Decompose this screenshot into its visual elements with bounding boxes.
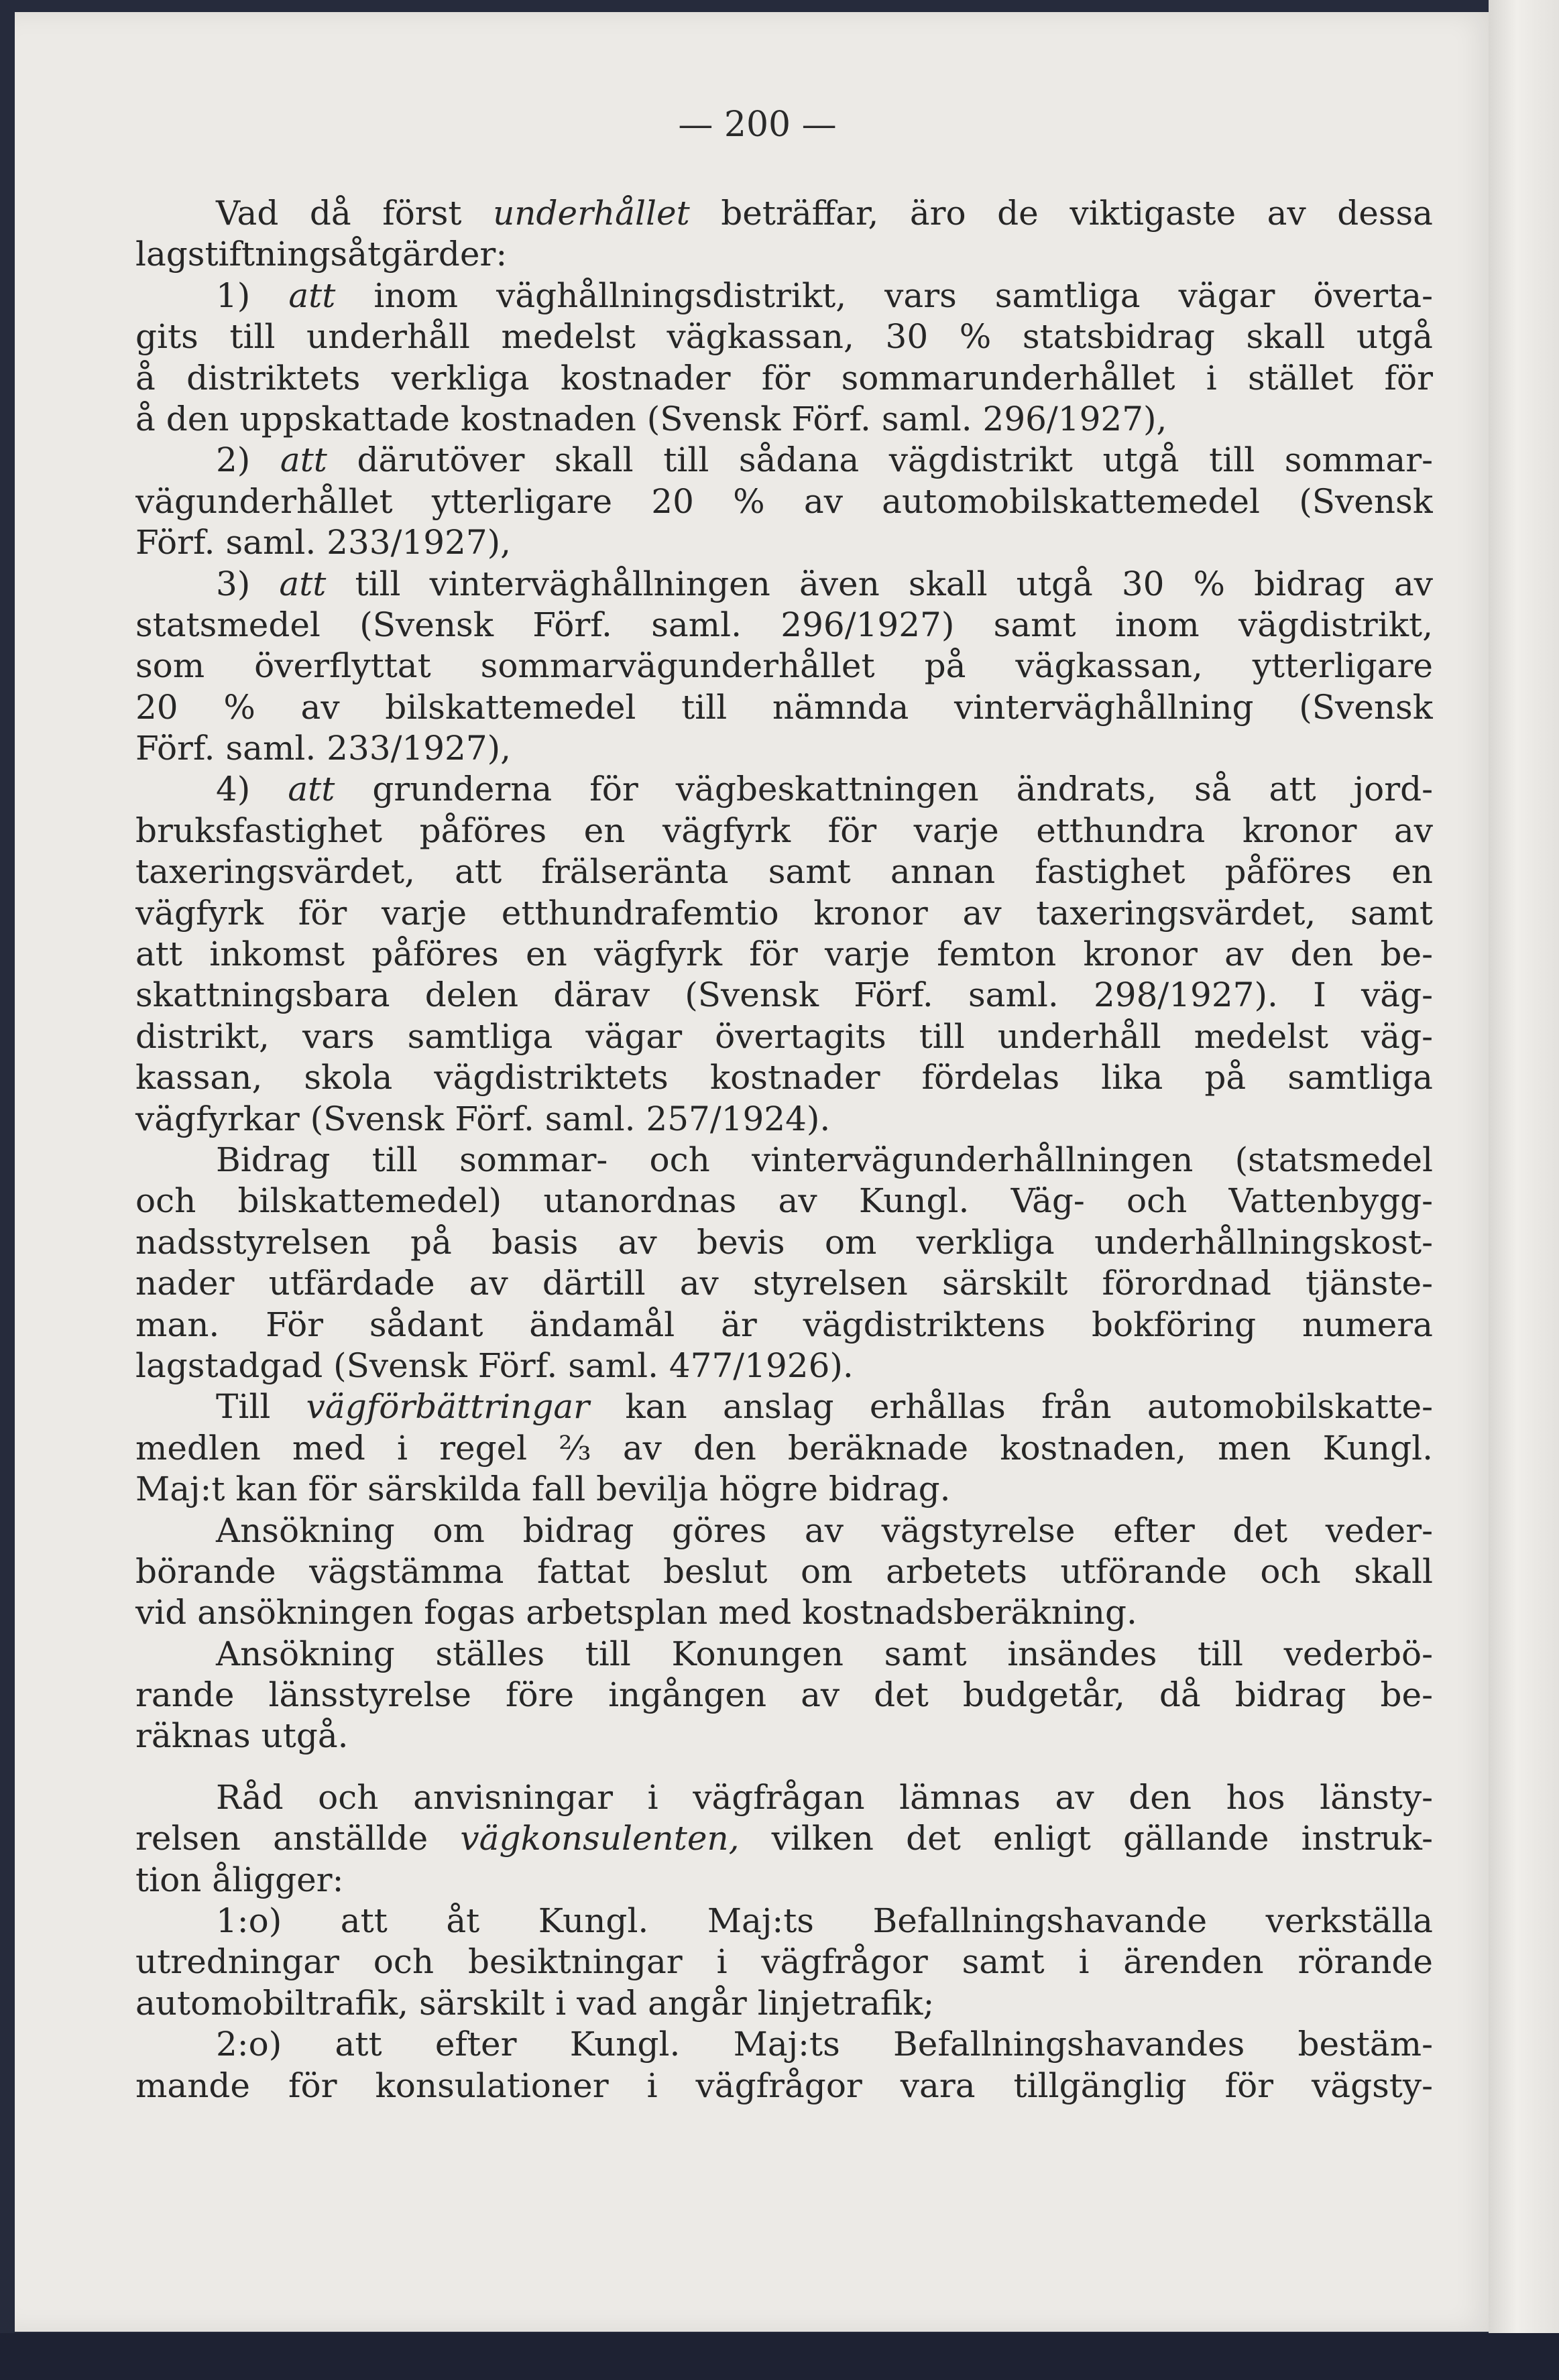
text-line: Bidrag till sommar- och vintervägunderhållningen (statsmedel bbox=[216, 1140, 1433, 1179]
text-line: taxeringsvärdet, att frälseränta samt annan fastighet påföres en bbox=[135, 852, 1433, 892]
text-line: räknas utgå. bbox=[135, 1716, 349, 1756]
text-line: Maj:t kan för särskilda fall bevilja högre bidrag. bbox=[135, 1470, 951, 1509]
text-line: bruksfastighet påföres en vägfyrk för varje etthundra kronor av bbox=[135, 811, 1433, 850]
text-line: statsmedel (Svensk Förf. saml. 296/1927) samt inom vägdistrikt, bbox=[135, 605, 1433, 644]
text-line: vägfyrk för varje etthundrafemtio kronor av taxeringsvärdet, samt bbox=[135, 893, 1433, 933]
text-line: 4) att grunderna för vägbeskattningen ändrats, så att jord- bbox=[216, 770, 1433, 809]
text-line: vid ansökningen fogas arbetsplan med kostnadsberäkning. bbox=[135, 1593, 1137, 1632]
text-line: rande länsstyrelse före ingången av det budgetår, då bidrag be- bbox=[135, 1675, 1433, 1715]
text-line: mande för konsulationer i vägfrågor vara tillgänglig för vägsty- bbox=[135, 2066, 1433, 2105]
text-line: nader utfärdade av därtill av styrelsen särskilt förordnad tjänste- bbox=[135, 1264, 1433, 1303]
text-line: Vad då först underhållet beträffar, äro de viktigaste av dessa bbox=[216, 194, 1433, 233]
text-line: lagstadgad (Svensk Förf. saml. 477/1926). bbox=[135, 1346, 854, 1385]
text-line: 2:o) att efter Kungl. Maj:ts Befallningshavandes bestäm- bbox=[216, 2025, 1433, 2064]
text-line: Till vägförbättringar kan anslag erhållas från automobilskatte- bbox=[216, 1387, 1433, 1427]
text-line: 3) att till vinterväghållningen även skall utgå 30 % bidrag av bbox=[216, 564, 1433, 603]
text-line: Råd och anvisningar i vägfrågan lämnas av den hos länsty- bbox=[216, 1777, 1433, 1817]
text-line: nadsstyrelsen på basis av bevis om verkliga underhållningskost- bbox=[135, 1222, 1433, 1262]
text-line: 1) att inom väghållningsdistrikt, vars samtliga vägar överta- bbox=[216, 276, 1433, 315]
text-line: och bilskattemedel) utanordnas av Kungl. Väg- och Vattenbygg- bbox=[135, 1181, 1433, 1221]
text-line: lagstiftningsåtgärder: bbox=[135, 235, 508, 274]
text-line: 20 % av bilskattemedel till nämnda vinterväghållning (Svensk bbox=[135, 687, 1433, 727]
text-line: att inkomst påföres en vägfyrk för varje femton kronor av den be- bbox=[135, 935, 1433, 974]
text-line: å den uppskattade kostnaden (Svensk Förf. saml. 296/1927), bbox=[135, 399, 1167, 438]
text-line: 2) att därutöver skall till sådana vägdistrikt utgå till sommar- bbox=[216, 440, 1433, 480]
text-line: man. För sådant ändamål är vägdistriktens bokföring numera bbox=[135, 1305, 1433, 1344]
text-line: medlen med i regel ⅔ av den beräknade kostnaden, men Kungl. bbox=[135, 1428, 1433, 1468]
text-line: som överflyttat sommarvägunderhållet på vägkassan, ytterligare bbox=[135, 646, 1433, 686]
text-line: relsen anställde vägkonsulenten, vilken det enligt gällande instruk- bbox=[135, 1819, 1433, 1858]
text-line: Ansökning ställes till Konungen samt insändes till vederbö- bbox=[216, 1634, 1433, 1673]
page-number: — 200 — bbox=[678, 105, 837, 145]
text-line: tion åligger: bbox=[135, 1860, 344, 1899]
text-line: utredningar och besiktningar i vägfrågor samt i ärenden rörande bbox=[135, 1942, 1433, 1982]
text-line: 1:o) att åt Kungl. Maj:ts Befallningshavande verkställa bbox=[216, 1901, 1433, 1941]
text-line: börande vägstämma fattat beslut om arbetets utförande och skall bbox=[135, 1551, 1433, 1591]
body-text bbox=[135, 193, 1433, 2106]
background-band bbox=[0, 2333, 1559, 2380]
text-line: Förf. saml. 233/1927), bbox=[135, 729, 512, 768]
text-line: skattningsbara delen därav (Svensk Förf. saml. 298/1927). I väg- bbox=[135, 975, 1433, 1015]
text-line: Ansökning om bidrag göres av vägstyrelse efter det veder- bbox=[216, 1510, 1433, 1550]
text-line: vägunderhållet ytterligare 20 % av automobilskattemedel (Svensk bbox=[135, 481, 1433, 521]
text-line: automobiltrafik, särskilt i vad angår linjetrafik; bbox=[135, 1983, 935, 2023]
text-line: vägfyrkar (Svensk Förf. saml. 257/1924). bbox=[135, 1099, 831, 1138]
text-line: distrikt, vars samtliga vägar övertagits till underhåll medelst väg- bbox=[135, 1016, 1433, 1056]
text-line: gits till underhåll medelst vägkassan, 30 % statsbidrag skall utgå bbox=[135, 317, 1433, 357]
text-line bbox=[135, 1757, 1433, 1777]
book-page bbox=[15, 12, 1500, 2332]
text-line: kassan, skola vägdistriktets kostnader fördelas lika på samtliga bbox=[135, 1058, 1433, 1097]
page-edge bbox=[1489, 0, 1559, 2333]
text-line: å distriktets verkliga kostnader för sommarunderhållet i stället för bbox=[135, 358, 1433, 398]
text-line: Förf. saml. 233/1927), bbox=[135, 523, 512, 562]
